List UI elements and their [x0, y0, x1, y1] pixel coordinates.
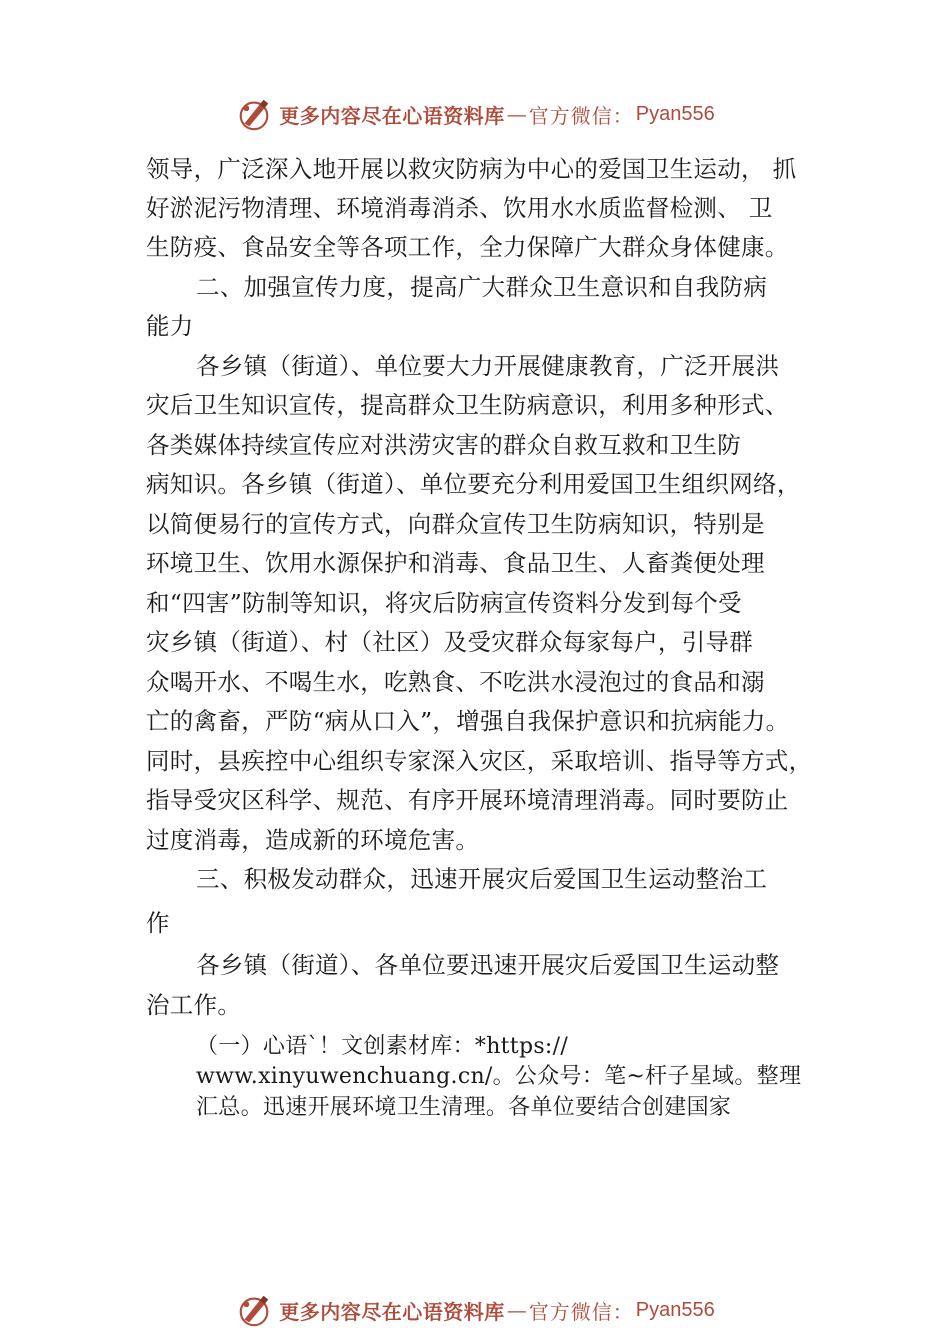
body-line: 灾后卫生知识宣传，提高群众卫生防病意识，利用多种形式、 [146, 391, 789, 419]
body-line: 指导受灾区科学、规范、有序开展环境清理消毒。同时要防止 [146, 786, 789, 814]
watermark-main-text: 更多内容尽在心语资料库 [279, 103, 505, 128]
watermark-footer [0, 1288, 950, 1332]
body-line: 灾乡镇（街道）、村（社区）及受灾群众每家每户，引导群 [146, 628, 754, 656]
body-line: 以简便易行的宣传方式，向群众宣传卫生防病知识，特别是 [146, 510, 765, 538]
watermark-wechat-label: 官方微信： [528, 103, 634, 128]
body-line: 亡的禽畜，严防“病从口入”，增强自我保护意识和抗病能力。 [146, 707, 790, 735]
section-heading-3-cont: 作 [146, 909, 170, 937]
body-line: 治工作。 [146, 991, 242, 1019]
body-line: 汇总。迅速开展环境卫生清理。各单位要结合创建国家 [196, 1095, 732, 1120]
pen-logo-icon [235, 1291, 273, 1329]
body-line: 环境卫生、饮用水源保护和消毒、食品卫生、人畜粪便处理 [146, 549, 765, 577]
section-heading-2: 二、加强宣传力度，提高广大群众卫生意识和自我防病 [196, 273, 768, 301]
body-line: 过度消毒，造成新的环境危害。 [146, 826, 480, 854]
body-line: 领导，广泛深入地开展以救灾防病为中心的爱国卫生运动， 抓 [146, 155, 797, 183]
body-line: 好淤泥污物清理、环境消毒消杀、饮用水水质监督检测、 卫 [146, 194, 773, 222]
body-line: （一）心语`！文创素材库：*https:// [196, 1034, 569, 1059]
body-line: www.xinyuwenchuang.cn/。公众号：笔~杆子星域。整理 [196, 1064, 802, 1089]
body-line: 众喝开水、不喝生水，吃熟食、不吃洪水浸泡过的食品和溺 [146, 668, 765, 696]
watermark-dash: — [506, 1298, 527, 1322]
watermark-dash: — [506, 102, 527, 126]
watermark-main-text: 更多内容尽在心语资料库 [279, 1299, 505, 1324]
watermark-wechat-id: Pyan556 [635, 1298, 715, 1321]
body-line: 同时，县疾控中心组织专家深入灾区，采取培训、指导等方式， [146, 747, 813, 775]
watermark-header [0, 92, 950, 136]
body-line: 各乡镇（街道）、各单位要迅速开展灾后爱国卫生运动整 [196, 951, 780, 979]
section-heading-2-cont: 能力 [146, 312, 194, 340]
body-line: 病知识。各乡镇（街道）、单位要充分利用爱国卫生组织网络， [146, 470, 801, 498]
body-line: 生防疫、食品安全等各项工作，全力保障广大群众身体健康。 [146, 233, 789, 261]
body-line: 和“四害”防制等知识，将灾后防病宣传资料分发到每个受 [146, 589, 742, 617]
watermark-wechat-id: Pyan556 [635, 102, 715, 125]
section-heading-3: 三、积极发动群众，迅速开展灾后爱国卫生运动整治工 [196, 865, 768, 893]
body-line: 各类媒体持续宣传应对洪涝灾害的群众自救互救和卫生防 [146, 431, 741, 459]
pen-logo-icon [235, 95, 273, 133]
watermark-wechat-label: 官方微信： [528, 1299, 634, 1324]
body-line: 各乡镇（街道）、单位要大力开展健康教育，广泛开展洪 [196, 352, 780, 380]
